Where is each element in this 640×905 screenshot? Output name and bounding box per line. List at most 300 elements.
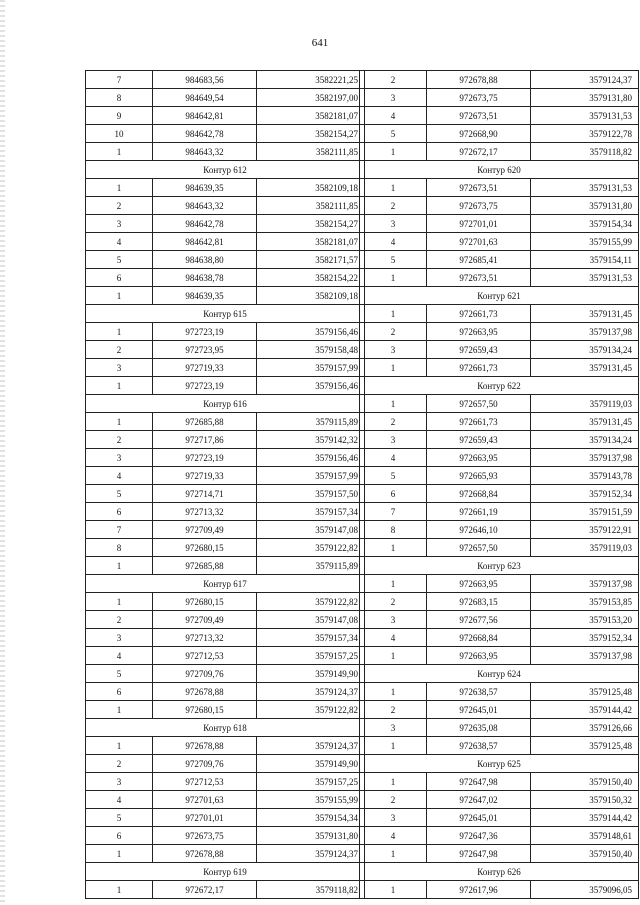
contour-title-row [86, 161, 365, 179]
table-row [360, 89, 639, 107]
coordinate-x: 972719,33 [153, 359, 257, 377]
coordinate-x: 984649,54 [153, 89, 257, 107]
table-row [86, 773, 365, 791]
coordinate-x: 972672,17 [427, 143, 531, 161]
coordinate-x: 972723,19 [153, 449, 257, 467]
point-number: 9 [86, 107, 153, 125]
coordinate-y: 3579131,80 [257, 827, 365, 845]
table-row [360, 449, 639, 467]
coordinate-y: 3579151,59 [531, 503, 639, 521]
coordinate-x: 972661,19 [427, 503, 531, 521]
coordinate-y: 3579147,08 [257, 611, 365, 629]
point-number: 3 [360, 809, 427, 827]
table-row [360, 341, 639, 359]
coordinate-x: 972677,56 [427, 611, 531, 629]
table-row [360, 107, 639, 125]
table-row [360, 323, 639, 341]
coordinate-x: 972714,71 [153, 485, 257, 503]
coordinate-y: 3579144,42 [531, 701, 639, 719]
coordinate-x: 972717,86 [153, 431, 257, 449]
table-body-right [360, 71, 639, 899]
point-number: 4 [360, 107, 427, 125]
point-number: 2 [360, 197, 427, 215]
table-row [86, 485, 365, 503]
point-number: 2 [86, 197, 153, 215]
contour-title-row [360, 161, 639, 179]
point-number: 1 [86, 593, 153, 611]
table-row [360, 413, 639, 431]
coordinate-y: 3579153,20 [531, 611, 639, 629]
point-number: 1 [86, 413, 153, 431]
point-number: 1 [360, 269, 427, 287]
coordinate-y: 3579137,98 [531, 449, 639, 467]
point-number: 2 [360, 413, 427, 431]
point-number: 1 [86, 881, 153, 899]
table-row [86, 179, 365, 197]
coordinate-x: 972663,95 [427, 647, 531, 665]
table-row [86, 215, 365, 233]
coordinate-x: 972701,63 [153, 791, 257, 809]
coordinate-x: 972663,95 [427, 449, 531, 467]
point-number: 3 [86, 359, 153, 377]
point-number: 4 [86, 233, 153, 251]
coordinate-y: 3579157,34 [257, 629, 365, 647]
coordinate-x: 972661,73 [427, 413, 531, 431]
point-number: 8 [86, 539, 153, 557]
table-row [86, 143, 365, 161]
coordinate-y: 3579144,42 [531, 809, 639, 827]
point-number: 5 [86, 485, 153, 503]
coordinate-y: 3579124,37 [257, 845, 365, 863]
point-number: 1 [360, 683, 427, 701]
table-row [360, 593, 639, 611]
contour-title-row [360, 557, 639, 575]
coordinate-x: 972661,73 [427, 359, 531, 377]
table-row [86, 557, 365, 575]
coordinate-x: 972701,01 [427, 215, 531, 233]
coordinate-x: 972673,75 [427, 197, 531, 215]
coordinate-x: 972680,15 [153, 539, 257, 557]
table-row [86, 89, 365, 107]
point-number: 4 [86, 647, 153, 665]
coordinate-y: 3579154,11 [531, 251, 639, 269]
coordinate-y: 3579118,82 [257, 881, 365, 899]
coordinate-y: 3579096,05 [531, 881, 639, 899]
contour-title-row [86, 863, 365, 881]
coordinate-x: 972701,63 [427, 233, 531, 251]
coordinate-x: 972713,32 [153, 629, 257, 647]
coordinate-x: 984642,78 [153, 215, 257, 233]
table-row [360, 233, 639, 251]
point-number: 5 [360, 125, 427, 143]
coordinate-y: 3579131,53 [531, 107, 639, 125]
contour-title: Контур 618 [86, 719, 365, 737]
table-row [86, 755, 365, 773]
coordinate-x: 984638,78 [153, 269, 257, 287]
point-number: 4 [360, 449, 427, 467]
coordinate-y: 3579157,99 [257, 467, 365, 485]
table-row [86, 809, 365, 827]
point-number: 4 [86, 467, 153, 485]
point-number: 5 [360, 251, 427, 269]
coordinate-y: 3579122,82 [257, 593, 365, 611]
coordinate-y: 3579153,85 [531, 593, 639, 611]
coordinate-y: 3582197,00 [257, 89, 365, 107]
contour-title-row [360, 863, 639, 881]
coordinate-y: 3579134,24 [531, 431, 639, 449]
table-row [360, 773, 639, 791]
table-row [86, 71, 365, 89]
coordinate-x: 972647,36 [427, 827, 531, 845]
table-row [86, 233, 365, 251]
table-row [86, 503, 365, 521]
table-row [86, 377, 365, 395]
coordinate-y: 3582111,85 [257, 197, 365, 215]
point-number: 3 [360, 89, 427, 107]
point-number: 2 [86, 611, 153, 629]
point-number: 5 [86, 665, 153, 683]
coordinate-y: 3579150,40 [531, 845, 639, 863]
contour-title: Контур 617 [86, 575, 365, 593]
coordinate-y: 3579134,24 [531, 341, 639, 359]
table-row [360, 683, 639, 701]
point-number: 3 [360, 341, 427, 359]
table-row [360, 521, 639, 539]
table-row [86, 539, 365, 557]
coordinate-x: 972713,32 [153, 503, 257, 521]
coordinate-x: 972723,19 [153, 377, 257, 395]
point-number: 1 [86, 737, 153, 755]
coordinate-y: 3579115,89 [257, 413, 365, 431]
coordinate-y: 3579157,25 [257, 647, 365, 665]
coordinate-y: 3579149,90 [257, 755, 365, 773]
contour-title-row [86, 395, 365, 413]
point-number: 1 [360, 773, 427, 791]
coordinate-x: 972678,88 [153, 683, 257, 701]
coordinate-x: 972680,15 [153, 701, 257, 719]
coordinate-x: 972657,50 [427, 395, 531, 413]
coordinate-x: 972647,98 [427, 845, 531, 863]
coordinate-y: 3579150,32 [531, 791, 639, 809]
point-number: 1 [360, 359, 427, 377]
coordinate-y: 3579125,48 [531, 683, 639, 701]
point-number: 7 [86, 521, 153, 539]
coordinate-y: 3579122,82 [257, 701, 365, 719]
coordinate-y: 3579156,46 [257, 377, 365, 395]
coordinate-x: 972617,96 [427, 881, 531, 899]
coordinate-x: 984643,32 [153, 197, 257, 215]
coordinate-x: 972635,08 [427, 719, 531, 737]
point-number: 3 [360, 215, 427, 233]
table-row [86, 701, 365, 719]
table-row [360, 71, 639, 89]
table-row [86, 107, 365, 125]
table-row [360, 431, 639, 449]
coordinate-y: 3579156,46 [257, 323, 365, 341]
coordinate-y: 3579155,99 [531, 233, 639, 251]
table-row [360, 503, 639, 521]
coordinate-x: 972680,15 [153, 593, 257, 611]
table-row [360, 737, 639, 755]
point-number: 1 [360, 395, 427, 413]
point-number: 1 [360, 845, 427, 863]
coordinate-x: 972678,88 [153, 737, 257, 755]
coordinate-y: 3579131,45 [531, 359, 639, 377]
coordinate-y: 3579137,98 [531, 323, 639, 341]
coordinate-y: 3579124,37 [531, 71, 639, 89]
point-number: 2 [360, 323, 427, 341]
coordinate-x: 972709,76 [153, 665, 257, 683]
point-number: 3 [360, 431, 427, 449]
table-row [360, 629, 639, 647]
contour-title: Контур 612 [86, 161, 365, 179]
coordinate-y: 3582154,27 [257, 125, 365, 143]
coordinate-y: 3579126,66 [531, 719, 639, 737]
coordinate-y: 3579137,98 [531, 575, 639, 593]
contour-title-row [360, 377, 639, 395]
table-row [360, 701, 639, 719]
coordinate-y: 3579131,80 [531, 89, 639, 107]
table-row [86, 647, 365, 665]
point-number: 3 [86, 215, 153, 233]
table-row [360, 647, 639, 665]
coordinate-y: 3579156,46 [257, 449, 365, 467]
coordinate-x: 972678,88 [153, 845, 257, 863]
point-number: 2 [360, 593, 427, 611]
coordinate-y: 3579124,37 [257, 683, 365, 701]
coordinate-x: 972645,01 [427, 809, 531, 827]
table-row [86, 827, 365, 845]
coordinate-y: 3582109,18 [257, 287, 365, 305]
coordinate-y: 3579149,90 [257, 665, 365, 683]
coordinates-table-left [85, 70, 365, 899]
coordinate-y: 3579122,78 [531, 125, 639, 143]
point-number: 3 [360, 611, 427, 629]
point-number: 4 [360, 827, 427, 845]
coordinates-table-right [359, 70, 639, 899]
point-number: 7 [360, 503, 427, 521]
table-row [86, 467, 365, 485]
coordinate-x: 984639,35 [153, 179, 257, 197]
coordinate-x: 972719,33 [153, 467, 257, 485]
contour-title: Контур 624 [360, 665, 639, 683]
coordinate-y: 3579131,45 [531, 413, 639, 431]
contour-title-row [360, 287, 639, 305]
point-number: 1 [86, 557, 153, 575]
coordinate-y: 3579157,99 [257, 359, 365, 377]
table-row [86, 413, 365, 431]
table-row [86, 737, 365, 755]
contour-title: Контур 620 [360, 161, 639, 179]
coordinate-y: 3579131,45 [531, 305, 639, 323]
coordinate-y: 3579148,61 [531, 827, 639, 845]
point-number: 5 [360, 467, 427, 485]
point-number: 6 [360, 485, 427, 503]
coordinate-y: 3582154,22 [257, 269, 365, 287]
point-number: 1 [86, 377, 153, 395]
point-number: 2 [360, 791, 427, 809]
contour-title: Контур 619 [86, 863, 365, 881]
coordinate-y: 3579131,80 [531, 197, 639, 215]
coordinate-y: 3582109,18 [257, 179, 365, 197]
point-number: 2 [86, 341, 153, 359]
table-row [360, 215, 639, 233]
table-row [86, 287, 365, 305]
coordinate-x: 972685,88 [153, 557, 257, 575]
coordinate-x: 972638,57 [427, 737, 531, 755]
coordinate-x: 972685,41 [427, 251, 531, 269]
coordinate-x: 972712,53 [153, 647, 257, 665]
point-number: 1 [86, 143, 153, 161]
table-row [360, 467, 639, 485]
coordinate-y: 3579119,03 [531, 395, 639, 413]
coordinate-x: 984683,56 [153, 71, 257, 89]
table-row [360, 575, 639, 593]
coordinate-x: 972668,90 [427, 125, 531, 143]
coordinate-y: 3579152,34 [531, 629, 639, 647]
coordinate-x: 972647,02 [427, 791, 531, 809]
coordinate-y: 3579154,34 [257, 809, 365, 827]
coordinate-x: 972673,51 [427, 179, 531, 197]
coordinate-x: 984642,78 [153, 125, 257, 143]
coordinate-x: 972712,53 [153, 773, 257, 791]
coordinate-y: 3579154,34 [531, 215, 639, 233]
coordinate-x: 972709,49 [153, 611, 257, 629]
coordinate-y: 3579157,34 [257, 503, 365, 521]
table-row [360, 539, 639, 557]
point-number: 1 [86, 845, 153, 863]
contour-title-row [86, 719, 365, 737]
contour-title: Контур 616 [86, 395, 365, 413]
table-row [86, 125, 365, 143]
coordinate-y: 3579124,37 [257, 737, 365, 755]
coordinate-y: 3579157,25 [257, 773, 365, 791]
coordinate-y: 3579147,08 [257, 521, 365, 539]
coordinate-y: 3579142,32 [257, 431, 365, 449]
table-row [86, 683, 365, 701]
table-row [86, 431, 365, 449]
point-number: 3 [86, 629, 153, 647]
coordinate-y: 3582171,57 [257, 251, 365, 269]
point-number: 7 [86, 71, 153, 89]
contour-title: Контур 622 [360, 377, 639, 395]
table-row [86, 359, 365, 377]
coordinate-x: 984638,80 [153, 251, 257, 269]
point-number: 4 [360, 233, 427, 251]
table-row [86, 845, 365, 863]
point-number: 3 [360, 719, 427, 737]
point-number: 1 [86, 701, 153, 719]
table-row [86, 881, 365, 899]
coordinate-x: 972723,19 [153, 323, 257, 341]
coordinate-x: 972709,76 [153, 755, 257, 773]
contour-title-row [86, 575, 365, 593]
coordinate-x: 972645,01 [427, 701, 531, 719]
contour-title: Контур 615 [86, 305, 365, 323]
table-row [86, 341, 365, 359]
coordinate-x: 972659,43 [427, 431, 531, 449]
point-number: 1 [86, 323, 153, 341]
point-number: 6 [86, 683, 153, 701]
point-number: 1 [360, 647, 427, 665]
table-row [86, 197, 365, 215]
point-number: 1 [86, 179, 153, 197]
coordinate-y: 3579131,53 [531, 179, 639, 197]
coordinate-x: 972709,49 [153, 521, 257, 539]
coordinate-x: 972672,17 [153, 881, 257, 899]
contour-title-row [86, 305, 365, 323]
coordinate-x: 972683,15 [427, 593, 531, 611]
contour-title: Контур 623 [360, 557, 639, 575]
scan-binding-edge [0, 0, 5, 905]
table-row [86, 521, 365, 539]
coordinate-x: 972659,43 [427, 341, 531, 359]
point-number: 3 [86, 773, 153, 791]
table-row [86, 665, 365, 683]
coordinate-x: 972661,73 [427, 305, 531, 323]
page-number: 641 [311, 37, 329, 49]
coordinate-y: 3582111,85 [257, 143, 365, 161]
coordinate-y: 3582154,27 [257, 215, 365, 233]
coordinate-x: 972668,84 [427, 629, 531, 647]
table-row [360, 179, 639, 197]
point-number: 2 [360, 701, 427, 719]
point-number: 5 [86, 251, 153, 269]
coordinate-y: 3579115,89 [257, 557, 365, 575]
point-number: 1 [360, 575, 427, 593]
contour-title: Контур 626 [360, 863, 639, 881]
table-row [86, 791, 365, 809]
point-number: 2 [86, 755, 153, 773]
coordinate-y: 3579122,82 [257, 539, 365, 557]
coordinate-x: 972678,88 [427, 71, 531, 89]
coordinate-x: 972646,10 [427, 521, 531, 539]
table-row [360, 251, 639, 269]
coordinate-y: 3579150,40 [531, 773, 639, 791]
coordinate-x: 972673,51 [427, 269, 531, 287]
point-number: 1 [360, 881, 427, 899]
coordinate-x: 972673,51 [427, 107, 531, 125]
contour-title: Контур 625 [360, 755, 639, 773]
table-row [360, 125, 639, 143]
point-number: 2 [360, 71, 427, 89]
coordinate-x: 972673,75 [153, 827, 257, 845]
coordinate-x: 972657,50 [427, 539, 531, 557]
coordinate-y: 3579137,98 [531, 647, 639, 665]
point-number: 1 [360, 737, 427, 755]
table-row [360, 845, 639, 863]
coordinate-y: 3579125,48 [531, 737, 639, 755]
point-number: 8 [86, 89, 153, 107]
point-number: 3 [86, 449, 153, 467]
table-row [360, 269, 639, 287]
coordinate-y: 3579143,78 [531, 467, 639, 485]
coordinate-x: 972647,98 [427, 773, 531, 791]
coordinate-y: 3579131,53 [531, 269, 639, 287]
table-row [360, 719, 639, 737]
coordinate-x: 972723,95 [153, 341, 257, 359]
coordinate-x: 972701,01 [153, 809, 257, 827]
table-row [86, 593, 365, 611]
table-row [86, 323, 365, 341]
table-row [360, 197, 639, 215]
point-number: 2 [86, 431, 153, 449]
table-row [86, 449, 365, 467]
table-row [360, 485, 639, 503]
coordinate-y: 3582181,07 [257, 233, 365, 251]
point-number: 4 [86, 791, 153, 809]
coordinate-y: 3579158,48 [257, 341, 365, 359]
